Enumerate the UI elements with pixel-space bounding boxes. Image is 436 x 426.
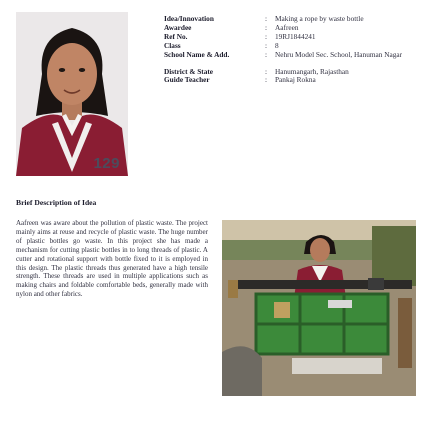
teacher-label: Guide Teacher <box>164 75 210 85</box>
district-separator: : <box>264 66 268 76</box>
awardee-portrait-illustration <box>16 12 128 176</box>
teacher-row <box>164 76 428 85</box>
awardee-info <box>164 15 428 85</box>
brief-description-text: Aafreen was aware about the pollution of plastic waste. The project mainly aims at reuse and recycle of plastic waste. The huge number of plastic bottles go waste. In this project she has made a mechanism for cutting plastic bottles in to long threads of plastic. A cutter and rotational support with bottle fixed to it is employed in this design. The plastic threads thus generated have a high tensile strength. These threads are used in multiple applications such as making chairs and foldable comfortable beds, generally made with nylon and other fabrics. <box>16 219 208 299</box>
ref-row <box>164 33 428 42</box>
idea-value: Making a rope by waste bottle <box>275 14 364 23</box>
school-row <box>164 51 428 60</box>
teacher-value: Pankaj Rokna <box>275 75 316 85</box>
photo-number: 129 <box>93 155 120 172</box>
project-photo <box>222 220 416 396</box>
class-value: 8 <box>275 40 279 50</box>
awardee-separator: : <box>264 22 268 32</box>
idea-label: Idea/Innovation <box>164 14 214 23</box>
ref-value: 19RJ1844241 <box>275 31 316 41</box>
school-separator: : <box>264 49 268 59</box>
awardee-label: Awardee <box>164 22 192 32</box>
brief-description-title: Brief Description of Idea <box>16 198 97 207</box>
class-label: Class <box>164 40 181 50</box>
ref-separator: : <box>264 31 268 41</box>
district-label: District & State <box>164 66 214 76</box>
awardee-value: Aafreen <box>275 22 299 32</box>
idea-separator: : <box>264 14 268 23</box>
school-label: School Name & Add. <box>164 49 230 59</box>
school-value: Nehru Model Sec. School, Hanuman Nagar <box>275 49 403 59</box>
ref-label: Ref No. <box>164 31 188 41</box>
district-value: Hanumangarh, Rajasthan <box>275 66 349 76</box>
project-scene-illustration <box>222 220 416 396</box>
teacher-separator: : <box>264 75 268 85</box>
class-separator: : <box>264 40 268 50</box>
awardee-photo <box>16 12 128 176</box>
